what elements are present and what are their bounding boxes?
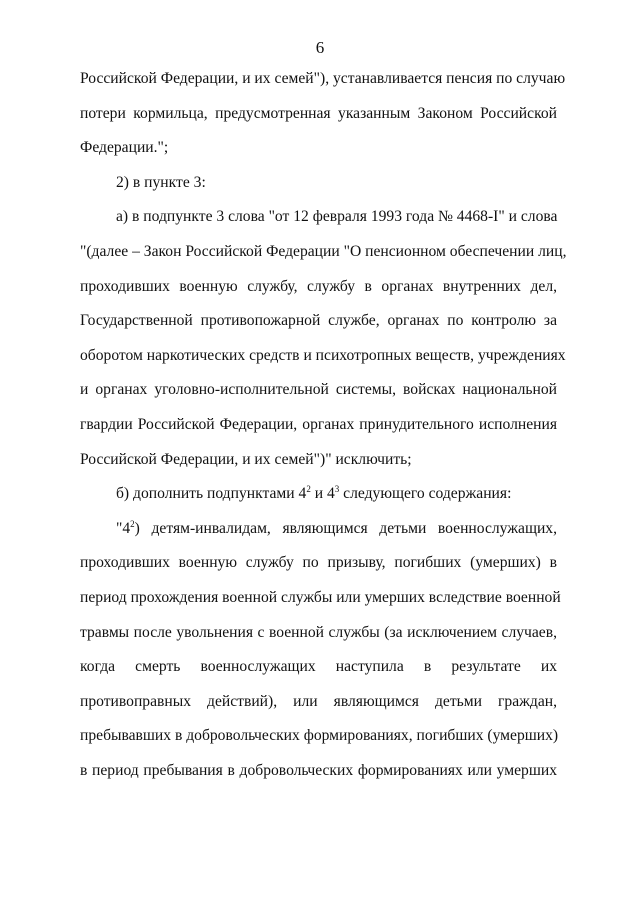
superscript: 2 [306, 484, 311, 495]
text-line: противоправных действий), или являющимся детьми граждан, [80, 692, 557, 710]
page-number: 6 [315, 38, 325, 57]
text-line: Федерации."; [80, 139, 169, 157]
text-line: Российской Федерации, и их семей"), устанавливается пенсия по случаю [80, 70, 566, 87]
text-line: проходивших военную службу, службу в органах внутренних дел, [80, 277, 557, 295]
text-fragment: ) детям-инвалидам, являющимся детьми военнослужащих, [134, 519, 557, 537]
text-line: оборотом наркотических средств и психотропных веществ, учреждениях [80, 346, 566, 364]
text-line-with-superscripts [80, 477, 557, 512]
text-fragment: б) дополнить подпунктами 4 [116, 485, 307, 503]
document-body [80, 62, 567, 788]
text-line: Государственной противопожарной службе, органах по контролю за [80, 312, 557, 330]
text-line: в период пребывания в добровольческих формированиях или умерших [80, 761, 557, 779]
text-line: Российской Федерации, и их семей")" исключить; [80, 450, 412, 468]
text-line: а) в подпункте 3 слова "от 12 февраля 1993 года № 4468-I" и слова [116, 208, 558, 226]
text-line: и органах уголовно-исполнительной системы, войсках национальной [80, 381, 557, 399]
text-line: гвардии Российской Федерации, органах принудительного исполнения [80, 415, 557, 433]
text-line-with-superscripts [80, 512, 557, 547]
text-line: "(далее – Закон Российской Федерации "О пенсионном обеспечении лиц, [80, 242, 567, 260]
text-line: пребывавших в добровольческих формированиях, погибших (умерших) [80, 727, 559, 745]
text-fragment: и 4 [310, 485, 335, 503]
text-fragment: "4 [116, 519, 131, 537]
superscript: 2 [130, 518, 135, 529]
text-line: период прохождения военной службы или умерших вследствие военной [80, 588, 561, 606]
text-line: 2) в пункте 3: [116, 173, 206, 191]
text-line: проходивших военную службу по призыву, погибших (умерших) в [80, 554, 557, 572]
text-line: потери кормильца, предусмотренная указанным Законом Российской [80, 104, 557, 122]
superscript: 3 [334, 484, 340, 495]
text-line: когда смерть военнослужащих наступила в результате их [80, 658, 557, 676]
text-line: травмы после увольнения с военной службы (за исключением случаев, [80, 623, 557, 641]
text-fragment: следующего содержания: [339, 485, 512, 503]
